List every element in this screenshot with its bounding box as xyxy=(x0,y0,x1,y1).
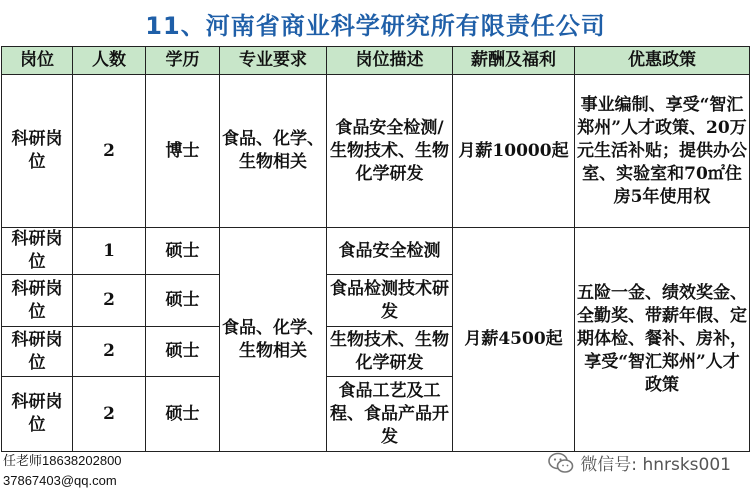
cell-count: 2 xyxy=(73,327,146,377)
page-title: 11、河南省商业科学研究所有限责任公司 xyxy=(145,11,606,40)
cell-position: 科研岗位 xyxy=(2,377,73,452)
cell-education: 硕士 xyxy=(146,228,220,275)
header-perks: 优惠政策 xyxy=(575,47,750,75)
header-education: 学历 xyxy=(146,47,220,75)
cell-salary: 月薪10000起 xyxy=(453,75,575,228)
header-position: 岗位 xyxy=(2,47,73,75)
jobs-table xyxy=(1,46,750,452)
table-row xyxy=(2,75,750,228)
cell-description: 食品安全检测/生物技术、生物化学研发 xyxy=(327,75,453,228)
cell-education: 硕士 xyxy=(146,275,220,327)
cell-position: 科研岗位 xyxy=(2,228,73,275)
cell-count: 1 xyxy=(73,228,146,275)
cell-count: 2 xyxy=(73,377,146,452)
cell-position: 科研岗位 xyxy=(2,275,73,327)
cell-major: 食品、化学、生物相关 xyxy=(220,228,327,452)
cell-major: 食品、化学、生物相关 xyxy=(220,75,327,228)
cell-description: 食品安全检测 xyxy=(327,228,453,275)
cell-perks: 五险一金、绩效奖金、全勤奖、带薪年假、定期体检、餐补、房补，享受“智汇郑州”人才政策 xyxy=(575,228,750,452)
wechat-icon xyxy=(548,452,574,474)
table-header-row xyxy=(2,47,750,75)
contact-teacher: 任老师18638202800 xyxy=(3,453,122,468)
cell-education: 硕士 xyxy=(146,327,220,377)
header-salary: 薪酬及福利 xyxy=(453,47,575,75)
cell-position: 科研岗位 xyxy=(2,75,73,228)
watermark xyxy=(548,450,731,475)
cell-position: 科研岗位 xyxy=(2,327,73,377)
cell-education: 博士 xyxy=(146,75,220,228)
cell-count: 2 xyxy=(73,275,146,327)
cell-description: 生物技术、生物化学研发 xyxy=(327,327,453,377)
cell-salary: 月薪4500起 xyxy=(453,228,575,452)
cell-description: 食品检测技术研发 xyxy=(327,275,453,327)
cell-description: 食品工艺及工程、食品产品开发 xyxy=(327,377,453,452)
watermark-text: 微信号: hnrsks001 xyxy=(580,455,731,475)
header-description: 岗位描述 xyxy=(327,47,453,75)
header-major: 专业要求 xyxy=(220,47,327,75)
cell-count: 2 xyxy=(73,75,146,228)
table-row xyxy=(2,228,750,275)
cell-education: 硕士 xyxy=(146,377,220,452)
cell-perks: 事业编制、享受“智汇郑州”人才政策、20万元生活补贴；提供办公室、实验室和70㎡住房5年使用权 xyxy=(575,75,750,228)
header-count: 人数 xyxy=(73,47,146,75)
contact-email: 37867403@qq.com xyxy=(3,473,117,488)
